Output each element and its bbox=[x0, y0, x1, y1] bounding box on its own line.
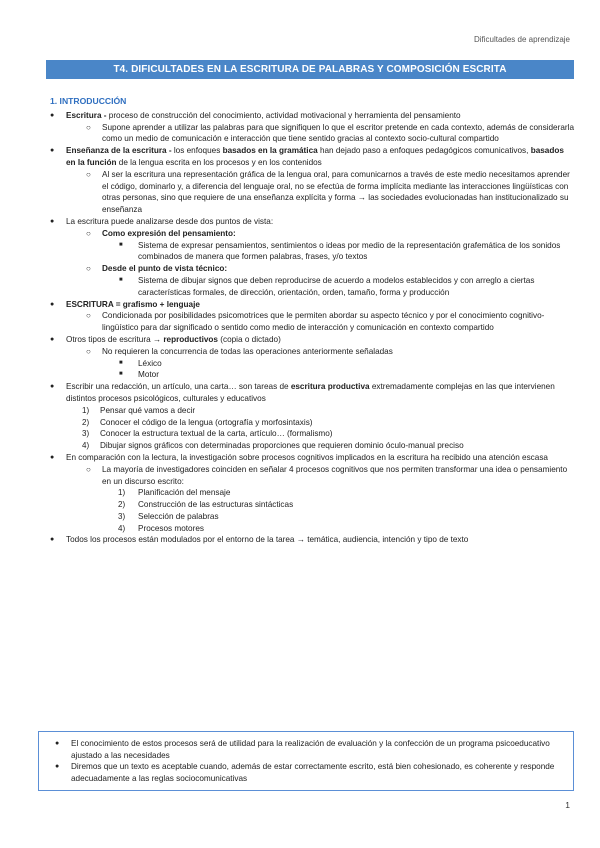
bullet-dot-icon: ● bbox=[50, 536, 55, 544]
circle-bullet-icon: ○ bbox=[86, 311, 91, 321]
square-bullet-icon: ■ bbox=[119, 276, 123, 283]
bullet-grafismo: ● ESCRITURA = grafismo + lenguaje bbox=[50, 299, 200, 309]
numbered-item: 2) Conocer el código de la lengua (ortografía y morfosintaxis) bbox=[82, 417, 313, 427]
circle-bullet-icon: ○ bbox=[86, 346, 91, 356]
square-bullet-icon: ■ bbox=[119, 371, 123, 378]
summary-item: ● Diremos que un texto es aceptable cuando, además de estar correctamente escrito, está bien cohesionado, es coherente y responde adecuadamente a las reglas sociocomunicativas bbox=[55, 762, 555, 783]
bullet-dot-icon: ● bbox=[50, 335, 55, 343]
bullet-todos: ● Todos los procesos están modulados por el entorno de la tarea → temática, audiencia, intención y tipo de texto bbox=[50, 535, 469, 545]
numbered-item: 3) Selección de palabras bbox=[118, 511, 219, 521]
bullet-ensenanza: ● Enseñanza de la escritura - los enfoques basados en la gramática han dejado paso a enfoques pedagógicos comunicativos, basados en la función de la lengua escrita en los procesos y en los contenidos bbox=[50, 146, 564, 167]
square-bullet-lexico: ■ Léxico bbox=[119, 358, 162, 368]
square-bullet-expresion: ■ Sistema de expresar pensamientos, sentimientos o ideas por medio de la representación grafemática de los sonidos combinados de manera que formen palabras, frases, y/o textos bbox=[119, 240, 561, 262]
bullet-analizar: ● La escritura puede analizarse desde dos puntos de vista: bbox=[50, 216, 274, 226]
circle-bullet-icon: ○ bbox=[86, 228, 91, 238]
summary-box bbox=[38, 731, 574, 791]
circle-bullet-icon: ○ bbox=[86, 464, 91, 474]
numbered-item: 1) Pensar qué vamos a decir bbox=[82, 405, 196, 415]
sub-bullet-otros: ○ No requieren la concurrencia de todas las operaciones anteriormente señaladas bbox=[86, 346, 393, 356]
sub-bullet-grafismo: ○ Condicionada por posibilidades psicomotrices que le permiten abordar su aspecto técnico y por el conocimiento cognitivo-lingüístico para dar significado o sentido como medio de interacción y comunicación en contexto compartido bbox=[86, 311, 545, 333]
sub-bullet-expresion: ○ Como expresión del pensamiento: bbox=[86, 228, 236, 238]
sub-bullet-tecnico: ○ Desde el punto de vista técnico: bbox=[86, 264, 228, 274]
circle-bullet-icon: ○ bbox=[86, 264, 91, 274]
bullet-dot-icon: ● bbox=[50, 217, 55, 225]
bullet-dot-icon: ● bbox=[55, 763, 60, 770]
numbered-item: 4) Procesos motores bbox=[118, 523, 204, 533]
bullet-otros: ● Otros tipos de escritura → reproductivos (copia o dictado) bbox=[50, 334, 281, 344]
sub-bullet-lectura: ○ La mayoría de investigadores coinciden en señalar 4 procesos cognitivos que nos permiten transformar una idea o pensamiento en un discurso escrito: bbox=[86, 464, 568, 486]
numbered-item: 4) Dibujar signos gráficos con determinadas proporciones que requieren dominio óculo-manual preciso bbox=[82, 441, 464, 451]
document-body bbox=[46, 96, 574, 546]
bullet-lectura: ● En comparación con la lectura, la investigación sobre procesos cognitivos implicados en la escritura ha recibido una atención escasa bbox=[50, 452, 548, 462]
bullet-escritura: ● Escritura - proceso de construcción del conocimiento, actividad motivacional y herramienta del pensamiento bbox=[50, 110, 461, 120]
square-bullet-tecnico: ■ Sistema de dibujar signos que deben reproducirse de acuerdo a modelos establecidos y con arreglo a ciertas características formales, de dirección, orientación, orden, tamaño, forma y producción bbox=[119, 275, 535, 297]
sub-bullet-ensenanza: ○ Al ser la escritura una representación gráfica de la lengua oral, para comunicarnos a través de este medio necesitamos aprender el código, dominarlo y, a diferencia del lenguaje oral, no se efectúa de forma implícita mediante las interacciones lingüísticas con otras personas, sino que requiere de una enseñanza explícita y forma → las sociedades evolucionadas han institucionalizado su enseñanza bbox=[86, 169, 570, 215]
summary-item: ● El conocimiento de estos procesos será de utilidad para la realización de evaluación y la confección de un programa psicoeducativo ajustado a las necesidades bbox=[55, 739, 550, 760]
circle-bullet-icon: ○ bbox=[86, 169, 91, 179]
circle-bullet-icon: ○ bbox=[86, 122, 91, 132]
sub-bullet-escritura: ○ Supone aprender a utilizar las palabras para que signifiquen lo que el escritor pretende en cada contexto, además de considerarla como un medio de comunicación e interacción que tiene sentido gracias al contexto socio-cultural compartido bbox=[86, 122, 574, 144]
bullet-dot-icon: ● bbox=[50, 111, 55, 119]
square-bullet-icon: ■ bbox=[119, 241, 123, 248]
square-bullet-icon: ■ bbox=[119, 359, 123, 366]
numbered-item: 1) Planificación del mensaje bbox=[118, 488, 231, 498]
bullet-dot-icon: ● bbox=[50, 147, 55, 155]
bullet-dot-icon: ● bbox=[55, 740, 60, 747]
numbered-item: 2) Construcción de las estructuras sintácticas bbox=[118, 500, 294, 510]
page-title: T4. DIFICULTADES EN LA ESCRITURA DE PALABRAS Y COMPOSICIÓN ESCRITA bbox=[46, 60, 574, 79]
bullet-dot-icon: ● bbox=[50, 300, 55, 308]
section-heading: 1. INTRODUCCIÓN bbox=[50, 96, 127, 106]
bullet-dot-icon: ● bbox=[50, 383, 55, 391]
square-bullet-motor: ■ Motor bbox=[119, 370, 159, 380]
bullet-redaccion: ● Escribir una redacción, un artículo, una carta… son tareas de escritura productiva extremadamente complejas en las que intervienen distintos procesos psicológicos, culturales y educativos bbox=[50, 382, 555, 403]
numbered-item: 3) Conocer la estructura textual de la carta, artículo… (formalismo) bbox=[82, 429, 333, 439]
page-number: 1 bbox=[565, 800, 570, 810]
bullet-dot-icon: ● bbox=[50, 453, 55, 461]
header-subject: Dificultades de aprendizaje bbox=[473, 35, 570, 44]
